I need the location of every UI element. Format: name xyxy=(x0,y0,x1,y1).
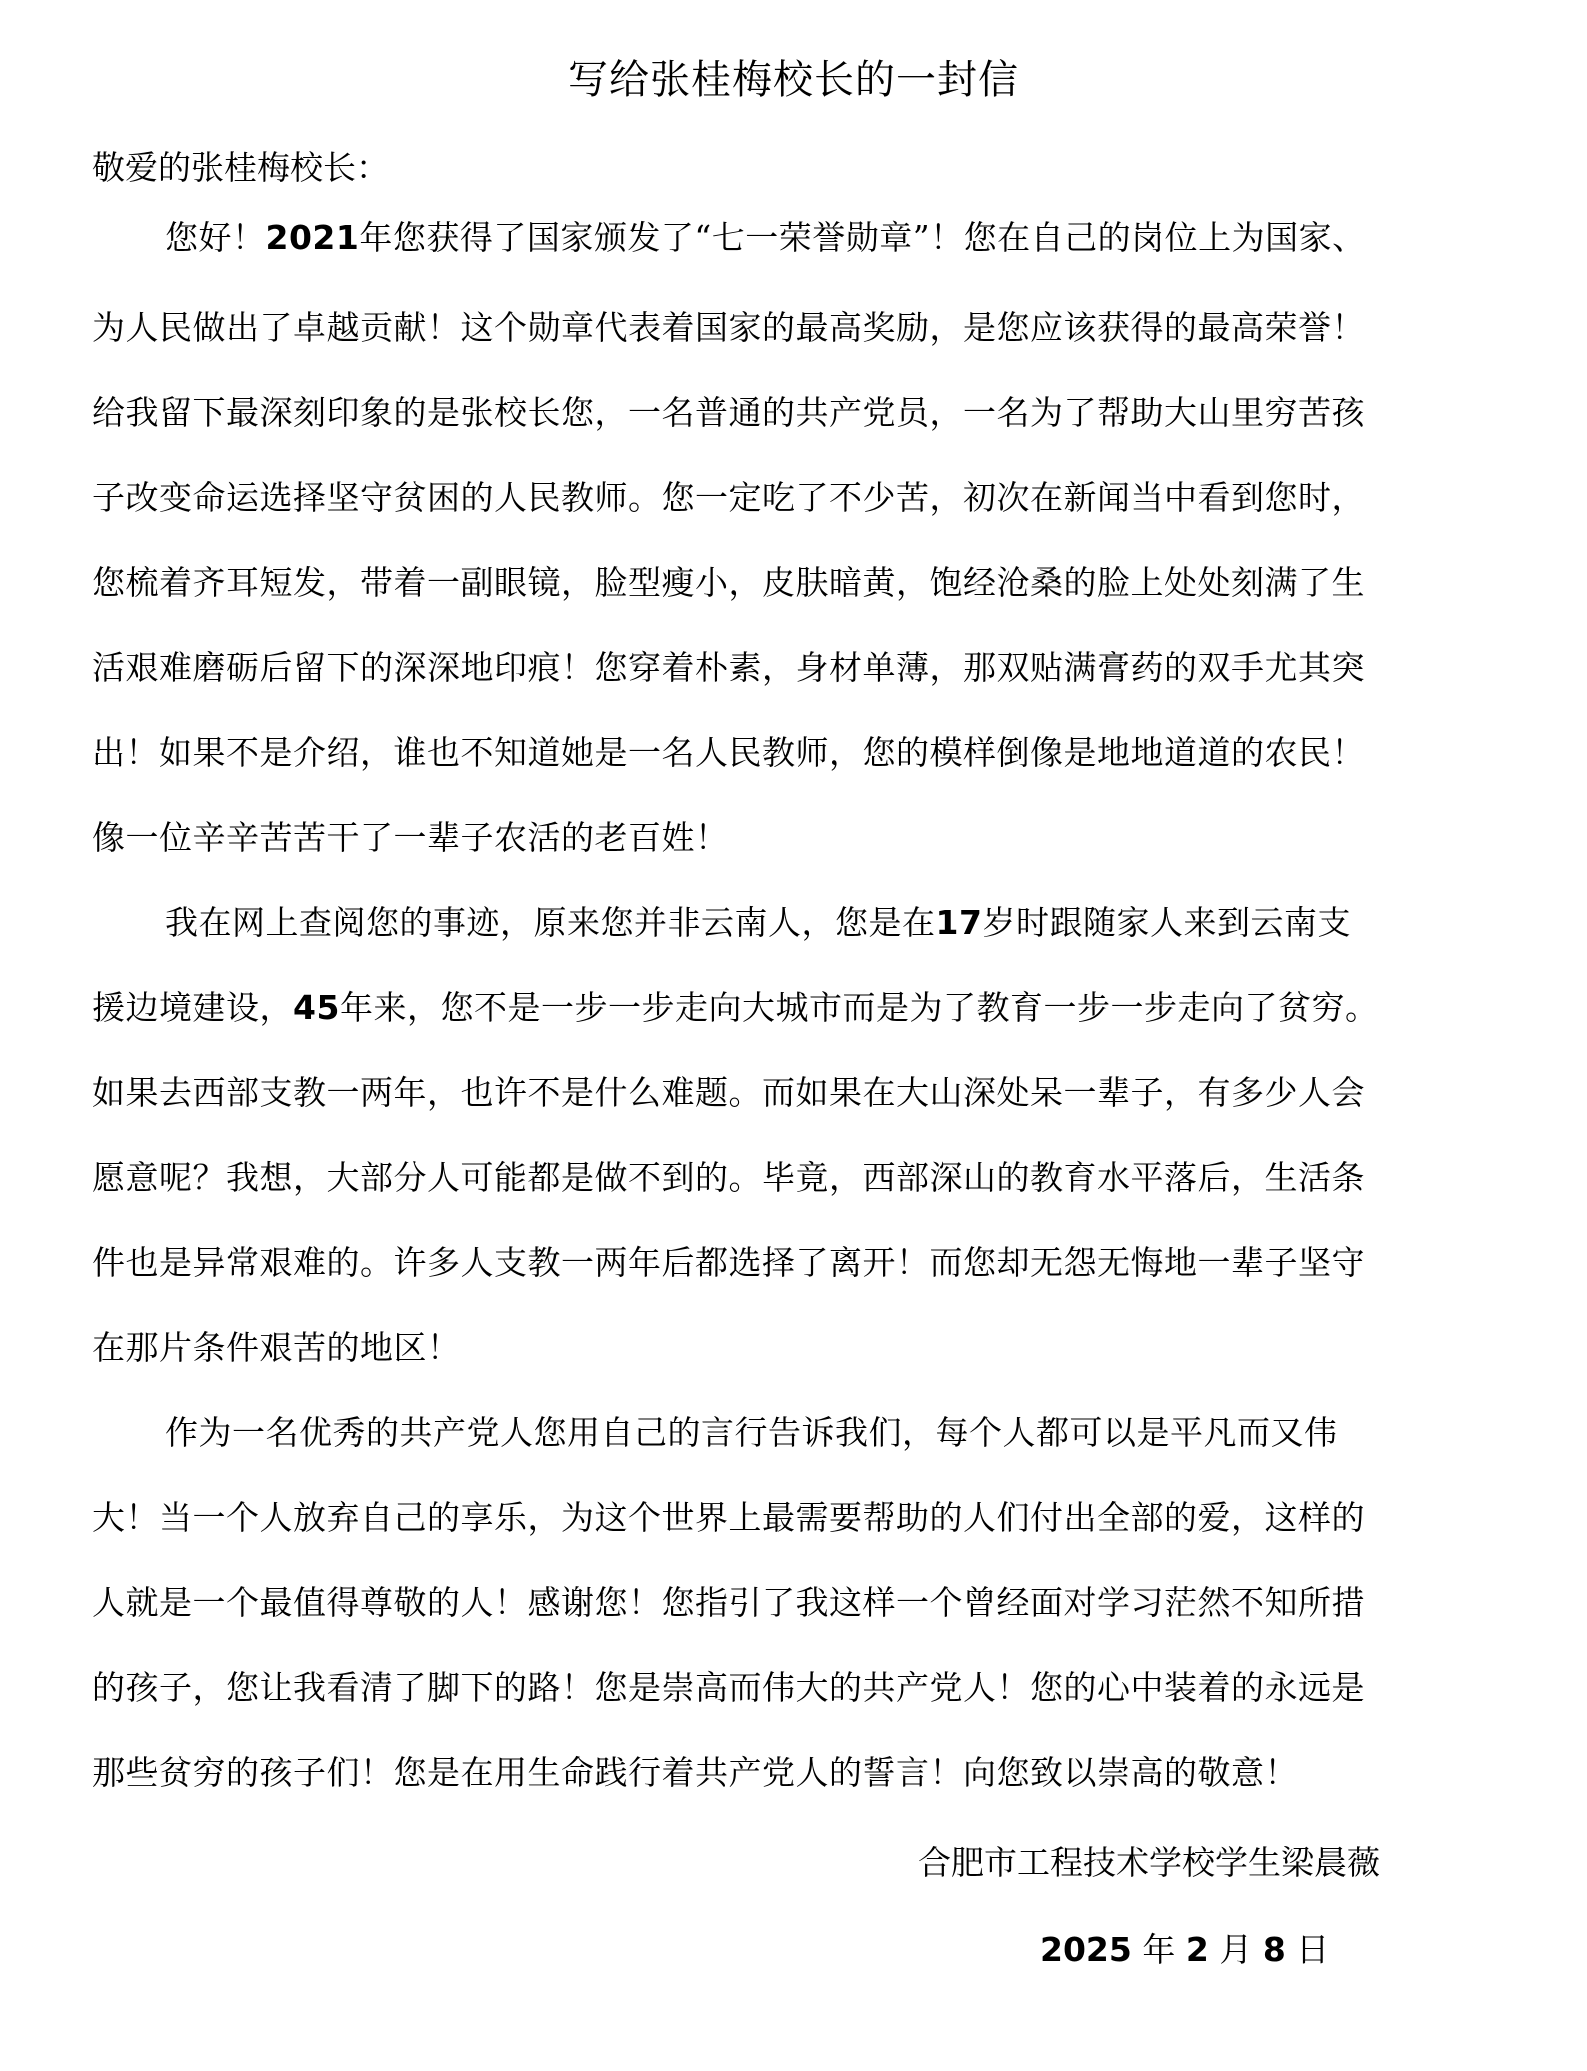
paragraph-3-line-2: 大！当一个人放弃自己的享乐，为这个世界上最需要帮助的人们付出全部的爱，这样的 xyxy=(92,1498,1365,1537)
paragraph-2-line-6: 在那片条件艰苦的地区！ xyxy=(92,1328,461,1367)
years-number: 45 xyxy=(293,988,340,1027)
date-day: 8 xyxy=(1262,1930,1286,1969)
paragraph-3-line-4: 的孩子，您让我看清了脚下的路！您是崇高而伟大的共产党人！您的心中装着的永远是 xyxy=(92,1668,1365,1707)
year-number: 2021 xyxy=(265,218,360,257)
paragraph-1-line-8: 像一位辛辛苦苦干了一辈子农活的老百姓！ xyxy=(92,818,729,857)
paragraph-2-line-1 xyxy=(165,895,1351,951)
paragraph-1-line-2: 为人民做出了卓越贡献！这个勋章代表着国家的最高奖励，是您应该获得的最高荣誉！ xyxy=(92,308,1365,347)
text-segment: 岁时跟随家人来到云南支 xyxy=(982,903,1351,942)
salutation: 敬爱的张桂梅校长： xyxy=(92,148,389,187)
date-year-unit: 年 xyxy=(1142,1930,1176,1969)
letter-title: 写给张桂梅校长的一封信 xyxy=(568,57,1019,103)
date-month: 2 xyxy=(1185,1930,1209,1969)
paragraph-2-line-3: 如果去西部支教一两年，也许不是什么难题。而如果在大山深处呆一辈子，有多少人会 xyxy=(92,1073,1365,1112)
letter-date xyxy=(1040,1922,1329,1978)
paragraph-1-line-7: 出！如果不是介绍，谁也不知道她是一名人民教师，您的模样倒像是地地道道的农民！ xyxy=(92,733,1365,772)
paragraph-2-line-4: 愿意呢？我想，大部分人可能都是做不到的。毕竟，西部深山的教育水平落后，生活条 xyxy=(92,1158,1365,1197)
text-segment: 年来，您不是一步一步走向大城市而是为了教育一步一步走向了贫穷。 xyxy=(339,988,1379,1027)
text-segment: 我在网上查阅您的事迹，原来您并非云南人，您是在 xyxy=(165,903,936,942)
paragraph-1-line-3: 给我留下最深刻印象的是张校长您，一名普通的共产党员，一名为了帮助大山里穷苦孩 xyxy=(92,393,1365,432)
paragraph-1-line-4: 子改变命运选择坚守贫困的人民教师。您一定吃了不少苦，初次在新闻当中看到您时， xyxy=(92,478,1365,517)
text-segment: 援边境建设， xyxy=(92,988,293,1027)
date-month-unit: 月 xyxy=(1219,1930,1253,1969)
paragraph-3-line-3: 人就是一个最值得尊敬的人！感谢您！您指引了我这样一个曾经面对学习茫然不知所措 xyxy=(92,1583,1365,1622)
date-year: 2025 xyxy=(1040,1930,1132,1969)
age-number: 17 xyxy=(935,903,983,942)
paragraph-3-line-5: 那些贫穷的孩子们！您是在用生命践行着共产党人的誓言！向您致以崇高的敬意！ xyxy=(92,1753,1298,1792)
signature: 合肥市工程技术学校学生梁晨薇 xyxy=(918,1843,1380,1882)
text-segment: 您好！ xyxy=(165,218,266,257)
text-segment: 年您获得了国家颁发了“七一荣誉勋章”！您在自己的岗位上为国家、 xyxy=(359,218,1366,257)
paragraph-3-line-1: 作为一名优秀的共产党人您用自己的言行告诉我们，每个人都可以是平凡而又伟 xyxy=(165,1413,1338,1452)
paragraph-2-line-2 xyxy=(92,980,1378,1036)
paragraph-2-line-5: 件也是异常艰难的。许多人支教一两年后都选择了离开！而您却无怨无悔地一辈子坚守 xyxy=(92,1243,1365,1282)
date-day-unit: 日 xyxy=(1296,1930,1330,1969)
paragraph-1-line-6: 活艰难磨砺后留下的深深地印痕！您穿着朴素，身材单薄，那双贴满膏药的双手尤其突 xyxy=(92,648,1365,687)
paragraph-1-line-1 xyxy=(165,210,1366,266)
paragraph-1-line-5: 您梳着齐耳短发，带着一副眼镜，脸型瘦小，皮肤暗黄，饱经沧桑的脸上处处刻满了生 xyxy=(92,563,1365,602)
